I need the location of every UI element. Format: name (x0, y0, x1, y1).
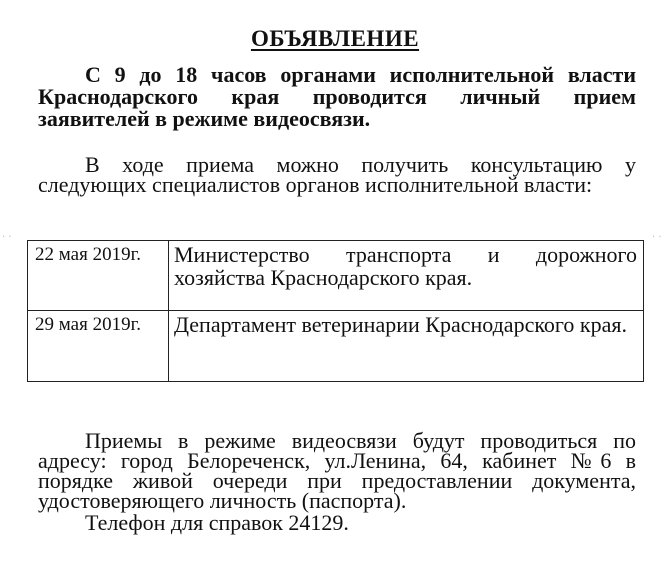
scan-artifact-right: · · (652, 232, 662, 243)
schedule-date: 22 мая 2019г. (28, 241, 169, 311)
schedule-row (28, 311, 644, 382)
announcement-title (0, 26, 670, 52)
scan-artifact-left: · · (2, 232, 12, 243)
phone-line: Телефон для справок 24129. (85, 510, 349, 535)
schedule-organization: Департамент ветеринарии Краснодарского края. (169, 311, 644, 382)
address-paragraph: Приемы в режиме видеосвязи будут проводиться по адресу: город Белореченск, ул.Ленина, 64, кабинет №6 в порядке живой очереди при предоставлении документа, удостоверяющего личность (паспорта). (38, 428, 636, 513)
schedule-row (28, 241, 644, 311)
consultation-paragraph: В ходе приема можно получить консультацию у следующих специалистов органов исполнительной власти: (38, 152, 636, 197)
intro-paragraph: С 9 до 18 часов органами исполнительной власти Краснодарского края проводится личный прием заявителей в режиме видеосвязи. (38, 62, 636, 131)
schedule-date: 29 мая 2019г. (28, 311, 169, 382)
schedule-organization: Министерство транспорта и дорожного хозяйства Краснодарского края. (169, 241, 644, 311)
schedule-table (27, 240, 644, 382)
announcement-title-text: ОБЪЯВЛЕНИЕ (250, 26, 420, 51)
